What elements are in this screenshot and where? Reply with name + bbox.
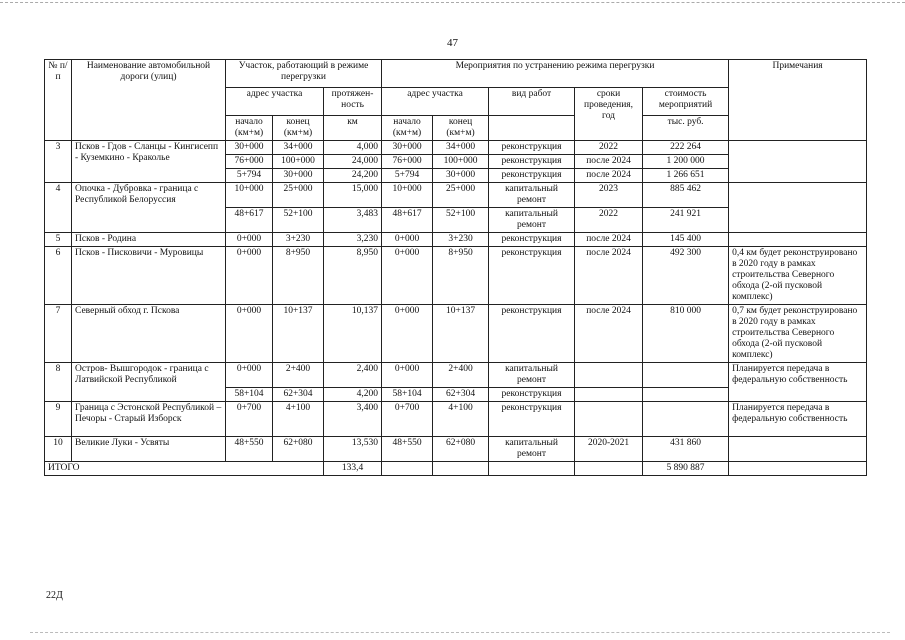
cost-cell: 492 300 bbox=[643, 247, 729, 305]
note-cell: Планируется передача в федеральную собственность bbox=[729, 402, 867, 437]
section-start-cell: 0+000 bbox=[226, 233, 273, 247]
table-row bbox=[45, 402, 867, 437]
total-empty-cell bbox=[575, 462, 643, 476]
section-start-cell: 48+550 bbox=[226, 437, 273, 462]
road-number-cell: 9 bbox=[45, 402, 72, 437]
road-number-cell: 7 bbox=[45, 305, 72, 363]
section-length-cell: 4,200 bbox=[324, 388, 382, 402]
measure-start-cell: 5+794 bbox=[382, 169, 433, 183]
period-cell: после 2024 bbox=[575, 247, 643, 305]
road-number-cell: 6 bbox=[45, 247, 72, 305]
measure-end-cell: 100+000 bbox=[433, 155, 489, 169]
cost-cell bbox=[643, 402, 729, 437]
note-cell bbox=[729, 437, 867, 462]
footer-code: 22Д bbox=[46, 590, 63, 601]
total-length-cell: 133,4 bbox=[324, 462, 382, 476]
section-end-cell: 10+137 bbox=[273, 305, 324, 363]
section-length-cell: 13,530 bbox=[324, 437, 382, 462]
work-type-cell: реконструкция bbox=[489, 402, 575, 437]
period-cell: после 2024 bbox=[575, 233, 643, 247]
cost-cell bbox=[643, 388, 729, 402]
section-end-cell: 100+000 bbox=[273, 155, 324, 169]
road-number-cell: 8 bbox=[45, 363, 72, 402]
cost-cell: 810 000 bbox=[643, 305, 729, 363]
note-cell bbox=[729, 141, 867, 183]
header-work-type: вид работ bbox=[489, 88, 575, 116]
note-cell: 0,4 км будет реконструировано в 2020 году в рамках строительства Северного обхода (2-ой пусковой комплекс) bbox=[729, 247, 867, 305]
table-row bbox=[45, 247, 867, 305]
table-row bbox=[45, 437, 867, 462]
period-cell: после 2024 bbox=[575, 305, 643, 363]
section-end-cell: 4+100 bbox=[273, 402, 324, 437]
work-type-cell: реконструкция bbox=[489, 155, 575, 169]
section-length-cell: 2,400 bbox=[324, 363, 382, 388]
section-end-cell: 52+100 bbox=[273, 208, 324, 233]
cost-cell: 145 400 bbox=[643, 233, 729, 247]
bottom-border-line bbox=[30, 632, 890, 633]
measure-end-cell: 62+080 bbox=[433, 437, 489, 462]
header-work-type-empty bbox=[489, 116, 575, 141]
measure-end-cell: 34+000 bbox=[433, 141, 489, 155]
section-start-cell: 0+700 bbox=[226, 402, 273, 437]
period-cell bbox=[575, 363, 643, 388]
section-end-cell: 62+304 bbox=[273, 388, 324, 402]
total-row bbox=[45, 462, 867, 476]
header-km: км bbox=[324, 116, 382, 141]
cost-cell: 241 921 bbox=[643, 208, 729, 233]
road-name-cell: Северный обход г. Пскова bbox=[72, 305, 226, 363]
period-cell: 2020-2021 bbox=[575, 437, 643, 462]
road-name-cell: Великие Луки - Усвяты bbox=[72, 437, 226, 462]
section-start-cell: 5+794 bbox=[226, 169, 273, 183]
table-row bbox=[45, 363, 867, 388]
header-period: сроки проведения, год bbox=[575, 88, 643, 141]
road-number-cell: 4 bbox=[45, 183, 72, 233]
section-end-cell: 25+000 bbox=[273, 183, 324, 208]
top-border-line bbox=[0, 2, 905, 3]
measure-end-cell: 62+304 bbox=[433, 388, 489, 402]
road-number-cell: 5 bbox=[45, 233, 72, 247]
note-cell bbox=[729, 183, 867, 233]
period-cell bbox=[575, 388, 643, 402]
work-type-cell: реконструкция bbox=[489, 388, 575, 402]
road-name-cell: Псков - Гдов - Сланцы - Кингисепп - Куземкино - Краколье bbox=[72, 141, 226, 183]
cost-cell bbox=[643, 363, 729, 388]
total-cost-cell: 5 890 887 bbox=[643, 462, 729, 476]
total-empty-cell bbox=[433, 462, 489, 476]
note-cell: Планируется передача в федеральную собственность bbox=[729, 363, 867, 402]
table-row bbox=[45, 233, 867, 247]
measure-start-cell: 0+000 bbox=[382, 305, 433, 363]
measure-start-cell: 58+104 bbox=[382, 388, 433, 402]
section-start-cell: 58+104 bbox=[226, 388, 273, 402]
road-number-cell: 10 bbox=[45, 437, 72, 462]
header-notes: Примечания bbox=[729, 60, 867, 141]
work-type-cell: реконструкция bbox=[489, 247, 575, 305]
total-empty-cell bbox=[382, 462, 433, 476]
section-length-cell: 3,230 bbox=[324, 233, 382, 247]
work-type-cell: капитальный ремонт bbox=[489, 363, 575, 388]
measure-end-cell: 30+000 bbox=[433, 169, 489, 183]
work-type-cell: реконструкция bbox=[489, 141, 575, 155]
measure-end-cell: 25+000 bbox=[433, 183, 489, 208]
header-address-measures: адрес участка bbox=[382, 88, 489, 116]
road-number-cell: 3 bbox=[45, 141, 72, 183]
section-length-cell: 15,000 bbox=[324, 183, 382, 208]
measure-end-cell: 10+137 bbox=[433, 305, 489, 363]
section-end-cell: 30+000 bbox=[273, 169, 324, 183]
measure-end-cell: 2+400 bbox=[433, 363, 489, 388]
section-start-cell: 30+000 bbox=[226, 141, 273, 155]
section-length-cell: 3,400 bbox=[324, 402, 382, 437]
road-name-cell: Остров- Вышгородок - граница с Латвийской Республикой bbox=[72, 363, 226, 402]
section-length-cell: 3,483 bbox=[324, 208, 382, 233]
measure-start-cell: 30+000 bbox=[382, 141, 433, 155]
header-end: конец (км+м) bbox=[273, 116, 324, 141]
header-num: № п/п bbox=[45, 60, 72, 141]
header-start: начало (км+м) bbox=[226, 116, 273, 141]
period-cell: после 2024 bbox=[575, 155, 643, 169]
total-label-cell: ИТОГО bbox=[45, 462, 324, 476]
measure-start-cell: 0+000 bbox=[382, 363, 433, 388]
section-end-cell: 8+950 bbox=[273, 247, 324, 305]
measure-end-cell: 52+100 bbox=[433, 208, 489, 233]
cost-cell: 1 266 651 bbox=[643, 169, 729, 183]
period-cell bbox=[575, 402, 643, 437]
note-cell bbox=[729, 233, 867, 247]
header-cost-unit: тыс. руб. bbox=[643, 116, 729, 141]
section-start-cell: 0+000 bbox=[226, 247, 273, 305]
measure-start-cell: 10+000 bbox=[382, 183, 433, 208]
cost-cell: 222 264 bbox=[643, 141, 729, 155]
period-cell: 2023 bbox=[575, 183, 643, 208]
work-type-cell: капитальный ремонт bbox=[489, 208, 575, 233]
section-end-cell: 3+230 bbox=[273, 233, 324, 247]
section-start-cell: 76+000 bbox=[226, 155, 273, 169]
note-cell: 0,7 км будет реконструировано в 2020 году в рамках строительства Северного обхода (2-ой пусковой комплекс) bbox=[729, 305, 867, 363]
road-name-cell: Псков - Писковичи - Муровицы bbox=[72, 247, 226, 305]
header-end-measures: конец (км+м) bbox=[433, 116, 489, 141]
header-start-measures: начало (км+м) bbox=[382, 116, 433, 141]
header-measures: Мероприятия по устранению режима перегрузки bbox=[382, 60, 729, 88]
table-row bbox=[45, 183, 867, 208]
work-type-cell: капитальный ремонт bbox=[489, 183, 575, 208]
total-empty-cell bbox=[489, 462, 575, 476]
measure-start-cell: 0+000 bbox=[382, 247, 433, 305]
work-type-cell: реконструкция bbox=[489, 233, 575, 247]
page-number: 47 bbox=[447, 37, 458, 49]
section-length-cell: 24,200 bbox=[324, 169, 382, 183]
cost-cell: 1 200 000 bbox=[643, 155, 729, 169]
section-start-cell: 0+000 bbox=[226, 305, 273, 363]
measure-end-cell: 4+100 bbox=[433, 402, 489, 437]
section-start-cell: 48+617 bbox=[226, 208, 273, 233]
section-length-cell: 10,137 bbox=[324, 305, 382, 363]
cost-cell: 431 860 bbox=[643, 437, 729, 462]
road-name-cell: Псков - Родина bbox=[72, 233, 226, 247]
work-type-cell: реконструкция bbox=[489, 169, 575, 183]
overload-roads-table bbox=[44, 59, 867, 476]
header-section: Участок, работающий в режиме перегрузки bbox=[226, 60, 382, 88]
header-road: Наименование автомобильной дороги (улиц) bbox=[72, 60, 226, 141]
section-start-cell: 10+000 bbox=[226, 183, 273, 208]
road-name-cell: Граница с Эстонской Республикой – Печоры - Старый Изборск bbox=[72, 402, 226, 437]
work-type-cell: капитальный ремонт bbox=[489, 437, 575, 462]
header-address: адрес участка bbox=[226, 88, 324, 116]
table-row bbox=[45, 305, 867, 363]
section-start-cell: 0+000 bbox=[226, 363, 273, 388]
road-name-cell: Опочка - Дубровка - граница с Республикой Белоруссия bbox=[72, 183, 226, 233]
section-end-cell: 2+400 bbox=[273, 363, 324, 388]
period-cell: 2022 bbox=[575, 141, 643, 155]
measure-end-cell: 3+230 bbox=[433, 233, 489, 247]
section-length-cell: 24,000 bbox=[324, 155, 382, 169]
section-end-cell: 62+080 bbox=[273, 437, 324, 462]
total-note-cell bbox=[729, 462, 867, 476]
cost-cell: 885 462 bbox=[643, 183, 729, 208]
header-length: протяжен-ность bbox=[324, 88, 382, 116]
table-body bbox=[45, 141, 867, 476]
measure-start-cell: 48+550 bbox=[382, 437, 433, 462]
section-end-cell: 34+000 bbox=[273, 141, 324, 155]
work-type-cell: реконструкция bbox=[489, 305, 575, 363]
measure-start-cell: 0+000 bbox=[382, 233, 433, 247]
measure-start-cell: 76+000 bbox=[382, 155, 433, 169]
measure-start-cell: 0+700 bbox=[382, 402, 433, 437]
measure-start-cell: 48+617 bbox=[382, 208, 433, 233]
section-length-cell: 4,000 bbox=[324, 141, 382, 155]
period-cell: после 2024 bbox=[575, 169, 643, 183]
measure-end-cell: 8+950 bbox=[433, 247, 489, 305]
header-cost: стоимость мероприятий bbox=[643, 88, 729, 116]
table-row bbox=[45, 141, 867, 155]
period-cell: 2022 bbox=[575, 208, 643, 233]
section-length-cell: 8,950 bbox=[324, 247, 382, 305]
